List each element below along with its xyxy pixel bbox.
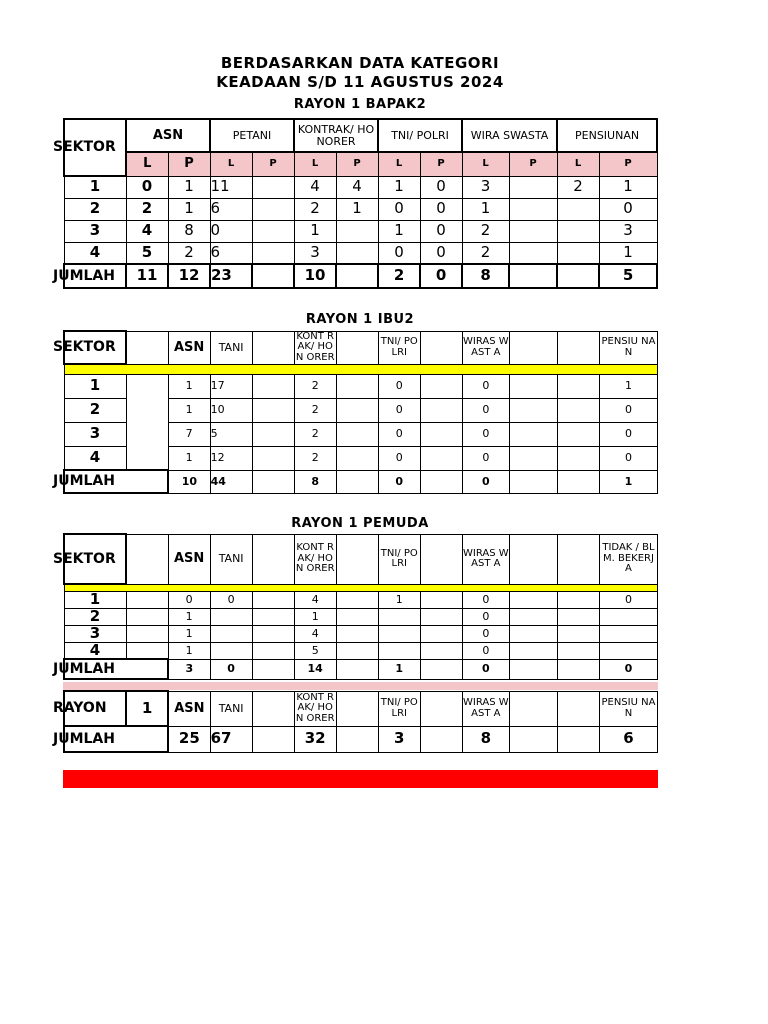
total-row — [64, 264, 657, 288]
value-cell: 0 — [462, 398, 509, 422]
total-cell: 0 — [378, 470, 420, 493]
value-cell: 1 — [378, 220, 420, 242]
value-cell: 0 — [599, 398, 657, 422]
header-wira-swasta: WIRAS WAST A — [462, 534, 509, 584]
sektor-cell: 4 — [64, 642, 126, 659]
empty-cell — [509, 331, 557, 364]
total-cell: 44 — [210, 470, 252, 493]
total-cell: 0 — [462, 659, 509, 679]
total-cell — [336, 264, 378, 288]
sektor-cell: 3 — [64, 422, 126, 446]
report-title-line-1: BERDASARKAN DATA KATEGORI — [220, 54, 500, 72]
value-cell: 2 — [294, 422, 336, 446]
value-cell: 0 — [420, 242, 462, 264]
header-tidak-bekerja: TIDAK / BLM. BEKERJA — [599, 534, 657, 584]
value-cell: 0 — [599, 198, 657, 220]
value-cell: 1 — [168, 446, 210, 470]
table-3-title: RAYON 1 PEMUDA — [291, 516, 429, 531]
value-cell: 1 — [599, 242, 657, 264]
value-cell: 8 — [168, 220, 210, 242]
total-row — [64, 659, 658, 679]
value-cell: 0 — [420, 176, 462, 198]
value-cell: 0 — [462, 374, 509, 398]
lp-header: P — [420, 152, 462, 176]
lp-header: L — [294, 152, 336, 176]
value-cell — [336, 220, 378, 242]
value-cell: 0 — [462, 608, 509, 625]
value-cell — [599, 625, 657, 642]
value-cell — [509, 242, 557, 264]
value-cell: 0 — [168, 591, 210, 608]
lp-header: P — [599, 152, 657, 176]
lp-header: L — [378, 152, 420, 176]
total-label: JUMLAH — [64, 659, 168, 679]
rayon-label: RAYON — [64, 691, 126, 726]
value-cell: 1 — [168, 398, 210, 422]
total-cell: 8 — [462, 726, 509, 752]
value-cell: 2 — [462, 220, 509, 242]
value-cell: 5 — [294, 642, 336, 659]
value-cell: 2 — [294, 198, 336, 220]
table-row — [64, 608, 658, 625]
header-tni-polri: TNI/ POLRI — [378, 691, 420, 726]
total-cell: 14 — [294, 659, 336, 679]
lp-header: P — [509, 152, 557, 176]
value-cell — [252, 198, 294, 220]
header-tani: TANI — [210, 331, 252, 364]
value-cell: 0 — [599, 446, 657, 470]
total-row — [64, 470, 658, 493]
value-cell: 3 — [462, 176, 509, 198]
value-cell: 7 — [168, 422, 210, 446]
value-cell — [210, 608, 252, 625]
value-cell: 0 — [210, 591, 252, 608]
total-label: JUMLAH — [64, 470, 168, 493]
value-cell: 1 — [168, 374, 210, 398]
value-cell: 12 — [210, 446, 252, 470]
value-cell — [557, 242, 599, 264]
header-pensiunan: PENSIU NAN — [599, 331, 657, 364]
value-cell: 4 — [294, 625, 336, 642]
value-cell: 2 — [557, 176, 599, 198]
value-cell: 6 — [210, 198, 252, 220]
empty-merged-cell — [126, 374, 168, 470]
value-cell — [378, 642, 420, 659]
value-cell: 0 — [462, 446, 509, 470]
value-cell: 0 — [599, 422, 657, 446]
lp-header: L — [210, 152, 252, 176]
header-kontrak-honorer: KONT RAK/ HON ORER — [295, 330, 335, 363]
group-header-wira-swasta: WIRA SWASTA — [462, 119, 557, 152]
header-pensiunan: PENSIU NAN — [599, 691, 657, 726]
value-cell: 4 — [336, 176, 378, 198]
sektor-cell: 1 — [64, 374, 126, 398]
lp-header: L — [462, 152, 509, 176]
value-cell: 0 — [462, 625, 509, 642]
table-bapak2 — [53, 118, 658, 289]
table-2-title: RAYON 1 IBU2 — [305, 312, 415, 327]
value-cell: 0 — [462, 642, 509, 659]
highlight-strip — [64, 584, 658, 591]
value-cell: 0 — [420, 220, 462, 242]
empty-cell — [126, 534, 168, 584]
total-cell: 2 — [378, 264, 420, 288]
value-cell — [252, 176, 294, 198]
value-cell: 4 — [294, 591, 336, 608]
separator-strip — [63, 682, 658, 690]
value-cell: 0 — [378, 446, 420, 470]
table-row — [64, 591, 658, 608]
value-cell: 3 — [294, 242, 336, 264]
value-cell: 0 — [378, 374, 420, 398]
group-header-asn: ASN — [126, 119, 210, 152]
highlight-strip — [64, 364, 658, 374]
value-cell: 0 — [462, 422, 509, 446]
total-cell: 32 — [294, 726, 336, 752]
value-cell: 1 — [168, 642, 210, 659]
value-cell: 4 — [294, 176, 336, 198]
value-cell: 1 — [294, 220, 336, 242]
total-cell: 3 — [378, 726, 420, 752]
value-cell: 0 — [462, 591, 509, 608]
total-cell: 67 — [210, 726, 252, 752]
value-cell: 2 — [462, 242, 509, 264]
value-cell: 0 — [599, 591, 657, 608]
total-cell — [557, 264, 599, 288]
value-cell — [378, 625, 420, 642]
header-kontrak-honorer: KONT RAK/ HON ORER — [294, 691, 336, 726]
total-cell: 0 — [462, 470, 509, 493]
value-cell: 1 — [168, 608, 210, 625]
value-cell: 1 — [378, 176, 420, 198]
table-pemuda — [53, 533, 658, 680]
group-header-tni-polri: TNI/ POLRI — [378, 119, 462, 152]
value-cell — [557, 220, 599, 242]
empty-cell — [557, 331, 599, 364]
total-cell: 8 — [462, 264, 509, 288]
table-row — [64, 198, 657, 220]
total-cell: 1 — [378, 659, 420, 679]
empty-cell — [420, 331, 462, 364]
total-label: JUMLAH — [64, 264, 126, 288]
value-cell — [509, 198, 557, 220]
value-cell — [557, 198, 599, 220]
empty-cell — [252, 331, 294, 364]
table-1-title: RAYON 1 BAPAK2 — [293, 97, 427, 112]
sektor-cell: 1 — [64, 176, 126, 198]
value-cell — [252, 220, 294, 242]
value-cell: 1 — [599, 374, 657, 398]
value-cell: 10 — [210, 398, 252, 422]
total-cell: 5 — [599, 264, 657, 288]
value-cell: 5 — [126, 242, 168, 264]
value-cell — [509, 220, 557, 242]
value-cell: 0 — [210, 220, 252, 242]
header-asn: ASN — [168, 331, 210, 364]
sektor-cell: 4 — [64, 446, 126, 470]
value-cell: 2 — [294, 398, 336, 422]
value-cell — [509, 176, 557, 198]
value-cell: 1 — [294, 608, 336, 625]
header-kontrak-honorer: KONT RAK/ HON ORER — [294, 534, 336, 584]
value-cell: 2 — [168, 242, 210, 264]
group-header-petani: PETANI — [210, 119, 294, 152]
total-cell: 6 — [599, 726, 657, 752]
value-cell: 0 — [126, 176, 168, 198]
table-row — [64, 220, 657, 242]
lp-header: P — [168, 152, 210, 176]
sektor-header: SEKTOR — [64, 331, 126, 364]
total-cell: 10 — [294, 264, 336, 288]
value-cell — [336, 242, 378, 264]
value-cell: 0 — [378, 242, 420, 264]
total-cell: 8 — [294, 470, 336, 493]
total-cell: 11 — [126, 264, 168, 288]
value-cell — [378, 608, 420, 625]
value-cell: 4 — [126, 220, 168, 242]
header-asn: ASN — [168, 534, 210, 584]
header-tani: TANI — [210, 691, 252, 726]
sektor-header: SEKTOR — [64, 119, 126, 176]
header-tni-polri: TNI/ POLRI — [378, 331, 420, 364]
header-wira-swasta: WIRAS WAST A — [462, 691, 509, 726]
total-cell: 0 — [599, 659, 657, 679]
total-label: JUMLAH — [64, 726, 168, 752]
lp-header: P — [252, 152, 294, 176]
rayon-number: 1 — [126, 691, 168, 726]
total-cell: 12 — [168, 264, 210, 288]
lp-header: P — [336, 152, 378, 176]
table-row — [64, 176, 657, 198]
table-rayon-summary — [53, 690, 658, 753]
value-cell: 0 — [378, 422, 420, 446]
table-row — [64, 642, 658, 659]
value-cell: 1 — [599, 176, 657, 198]
value-cell — [599, 608, 657, 625]
value-cell: 2 — [126, 198, 168, 220]
sektor-cell: 4 — [64, 242, 126, 264]
total-cell — [252, 264, 294, 288]
sektor-header: SEKTOR — [64, 534, 126, 584]
total-cell: 23 — [210, 264, 252, 288]
value-cell: 2 — [294, 446, 336, 470]
group-header-kontrak-honorer: KONTRAK/ HONORER — [294, 119, 378, 152]
value-cell: 0 — [420, 198, 462, 220]
total-row — [64, 726, 658, 752]
sektor-cell: 1 — [64, 591, 126, 608]
value-cell: 1 — [378, 591, 420, 608]
value-cell: 3 — [599, 220, 657, 242]
value-cell: 0 — [378, 398, 420, 422]
lp-header: L — [126, 152, 168, 176]
header-asn: ASN — [168, 691, 210, 726]
empty-cell — [126, 331, 168, 364]
sektor-cell: 2 — [64, 198, 126, 220]
value-cell — [599, 642, 657, 659]
value-cell: 1 — [336, 198, 378, 220]
header-tni-polri: TNI/ POLRI — [378, 534, 420, 584]
sektor-cell: 2 — [64, 398, 126, 422]
value-cell: 17 — [210, 374, 252, 398]
footer-red-bar — [63, 770, 658, 788]
sektor-cell: 3 — [64, 625, 126, 642]
value-cell: 6 — [210, 242, 252, 264]
total-cell: 0 — [210, 659, 252, 679]
table-row — [64, 374, 658, 398]
total-cell — [509, 264, 557, 288]
sektor-cell: 2 — [64, 608, 126, 625]
value-cell — [252, 242, 294, 264]
value-cell: 1 — [168, 176, 210, 198]
group-header-pensiunan: PENSIUNAN — [557, 119, 657, 152]
report-title-line-2: KEADAAN S/D 11 AGUSTUS 2024 — [216, 73, 504, 91]
value-cell — [210, 642, 252, 659]
value-cell: 1 — [168, 625, 210, 642]
header-tani: TANI — [210, 534, 252, 584]
table-ibu2 — [53, 330, 658, 494]
sektor-cell: 3 — [64, 220, 126, 242]
empty-cell — [336, 331, 378, 364]
table-row — [64, 242, 657, 264]
total-cell: 25 — [168, 726, 210, 752]
value-cell: 5 — [210, 422, 252, 446]
total-cell: 3 — [168, 659, 210, 679]
value-cell: 0 — [378, 198, 420, 220]
total-cell: 0 — [420, 264, 462, 288]
value-cell: 11 — [210, 176, 252, 198]
table-row — [64, 625, 658, 642]
value-cell — [210, 625, 252, 642]
total-cell: 10 — [168, 470, 210, 493]
value-cell: 1 — [168, 198, 210, 220]
value-cell: 1 — [462, 198, 509, 220]
lp-header: L — [557, 152, 599, 176]
header-wira-swasta: WIRAS WAST A — [462, 331, 509, 364]
value-cell: 2 — [294, 374, 336, 398]
total-cell: 1 — [599, 470, 657, 493]
